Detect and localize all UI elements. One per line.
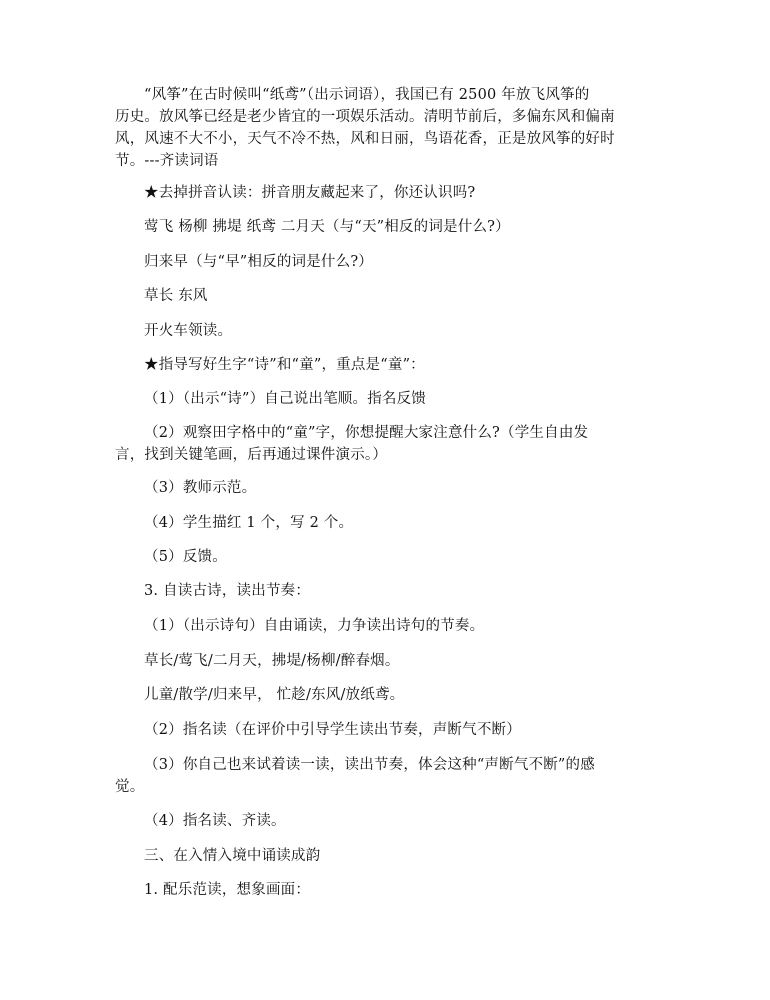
intro-line: 风，风速不大不小，天气不冷不热，风和日丽，鸟语花香，正是放风筝的好时	[115, 131, 615, 147]
intro-line: 历史。放风筝已经是老少皆宜的一项娱乐活动。清明节前后，多偏东风和偏南	[115, 109, 615, 125]
word-list-line: 草长 东风	[144, 288, 208, 304]
step-item: （2）指名读（在评价中引导学生读出节奏，声断气不断）	[144, 722, 521, 738]
section-heading: 三、在入情入境中诵读成韵	[144, 848, 321, 864]
pinyin-reading-heading: ★去掉拼音认读：拼音朋友藏起来了，你还认识吗?	[144, 185, 476, 201]
writing-guidance-heading: ★指导写好生字“诗”和“童”，重点是“童”：	[144, 357, 425, 373]
intro-line: 节。---齐读词语	[115, 153, 219, 169]
step-item: （4）指名读、齐读。	[144, 813, 286, 829]
poem-line: 儿童/散学/归来早， 忙趁/东风/放纸鸢。	[144, 687, 405, 703]
step-item: （4）学生描红 1 个，写 2 个。	[144, 515, 354, 531]
section-heading: 3. 自读古诗，读出节奏：	[144, 583, 311, 599]
observe-line: 言，找到关键笔画，后再通过课件演示。）	[115, 447, 388, 463]
reading-instruction: 开火车领读。	[144, 323, 233, 339]
poem-line: 草长/莺飞/二月天，拂堤/杨柳/醉春烟。	[144, 653, 400, 669]
feel-line: （3）你自己也来试着读一读，读出节奏，体会这种“声断气不断”的感	[144, 757, 595, 773]
step-item: （3）教师示范。	[144, 480, 257, 496]
step-item: （1）（出示“诗”）自己说出笔顺。指名反馈	[144, 391, 426, 407]
intro-line: “风筝”在古时候叫“纸鸢”（出示词语），我国已有 2500 年放飞风筝的	[144, 87, 590, 103]
section-heading: 1. 配乐范读，想象画面：	[144, 882, 311, 898]
word-list-line: 归来早（与“早”相反的词是什么?）	[144, 254, 373, 270]
step-item: （1）（出示诗句）自由诵读，力争读出诗句的节奏。	[144, 618, 485, 634]
step-item: （5）反馈。	[144, 549, 227, 565]
feel-line: 觉。	[115, 779, 145, 795]
word-list-line: 莺飞 杨柳 拂堤 纸鸢 二月天（与“天”相反的词是什么?）	[144, 219, 510, 235]
observe-line: （2）观察田字格中的“童”字，你想提醒大家注意什么?（学生自由发	[144, 425, 589, 441]
